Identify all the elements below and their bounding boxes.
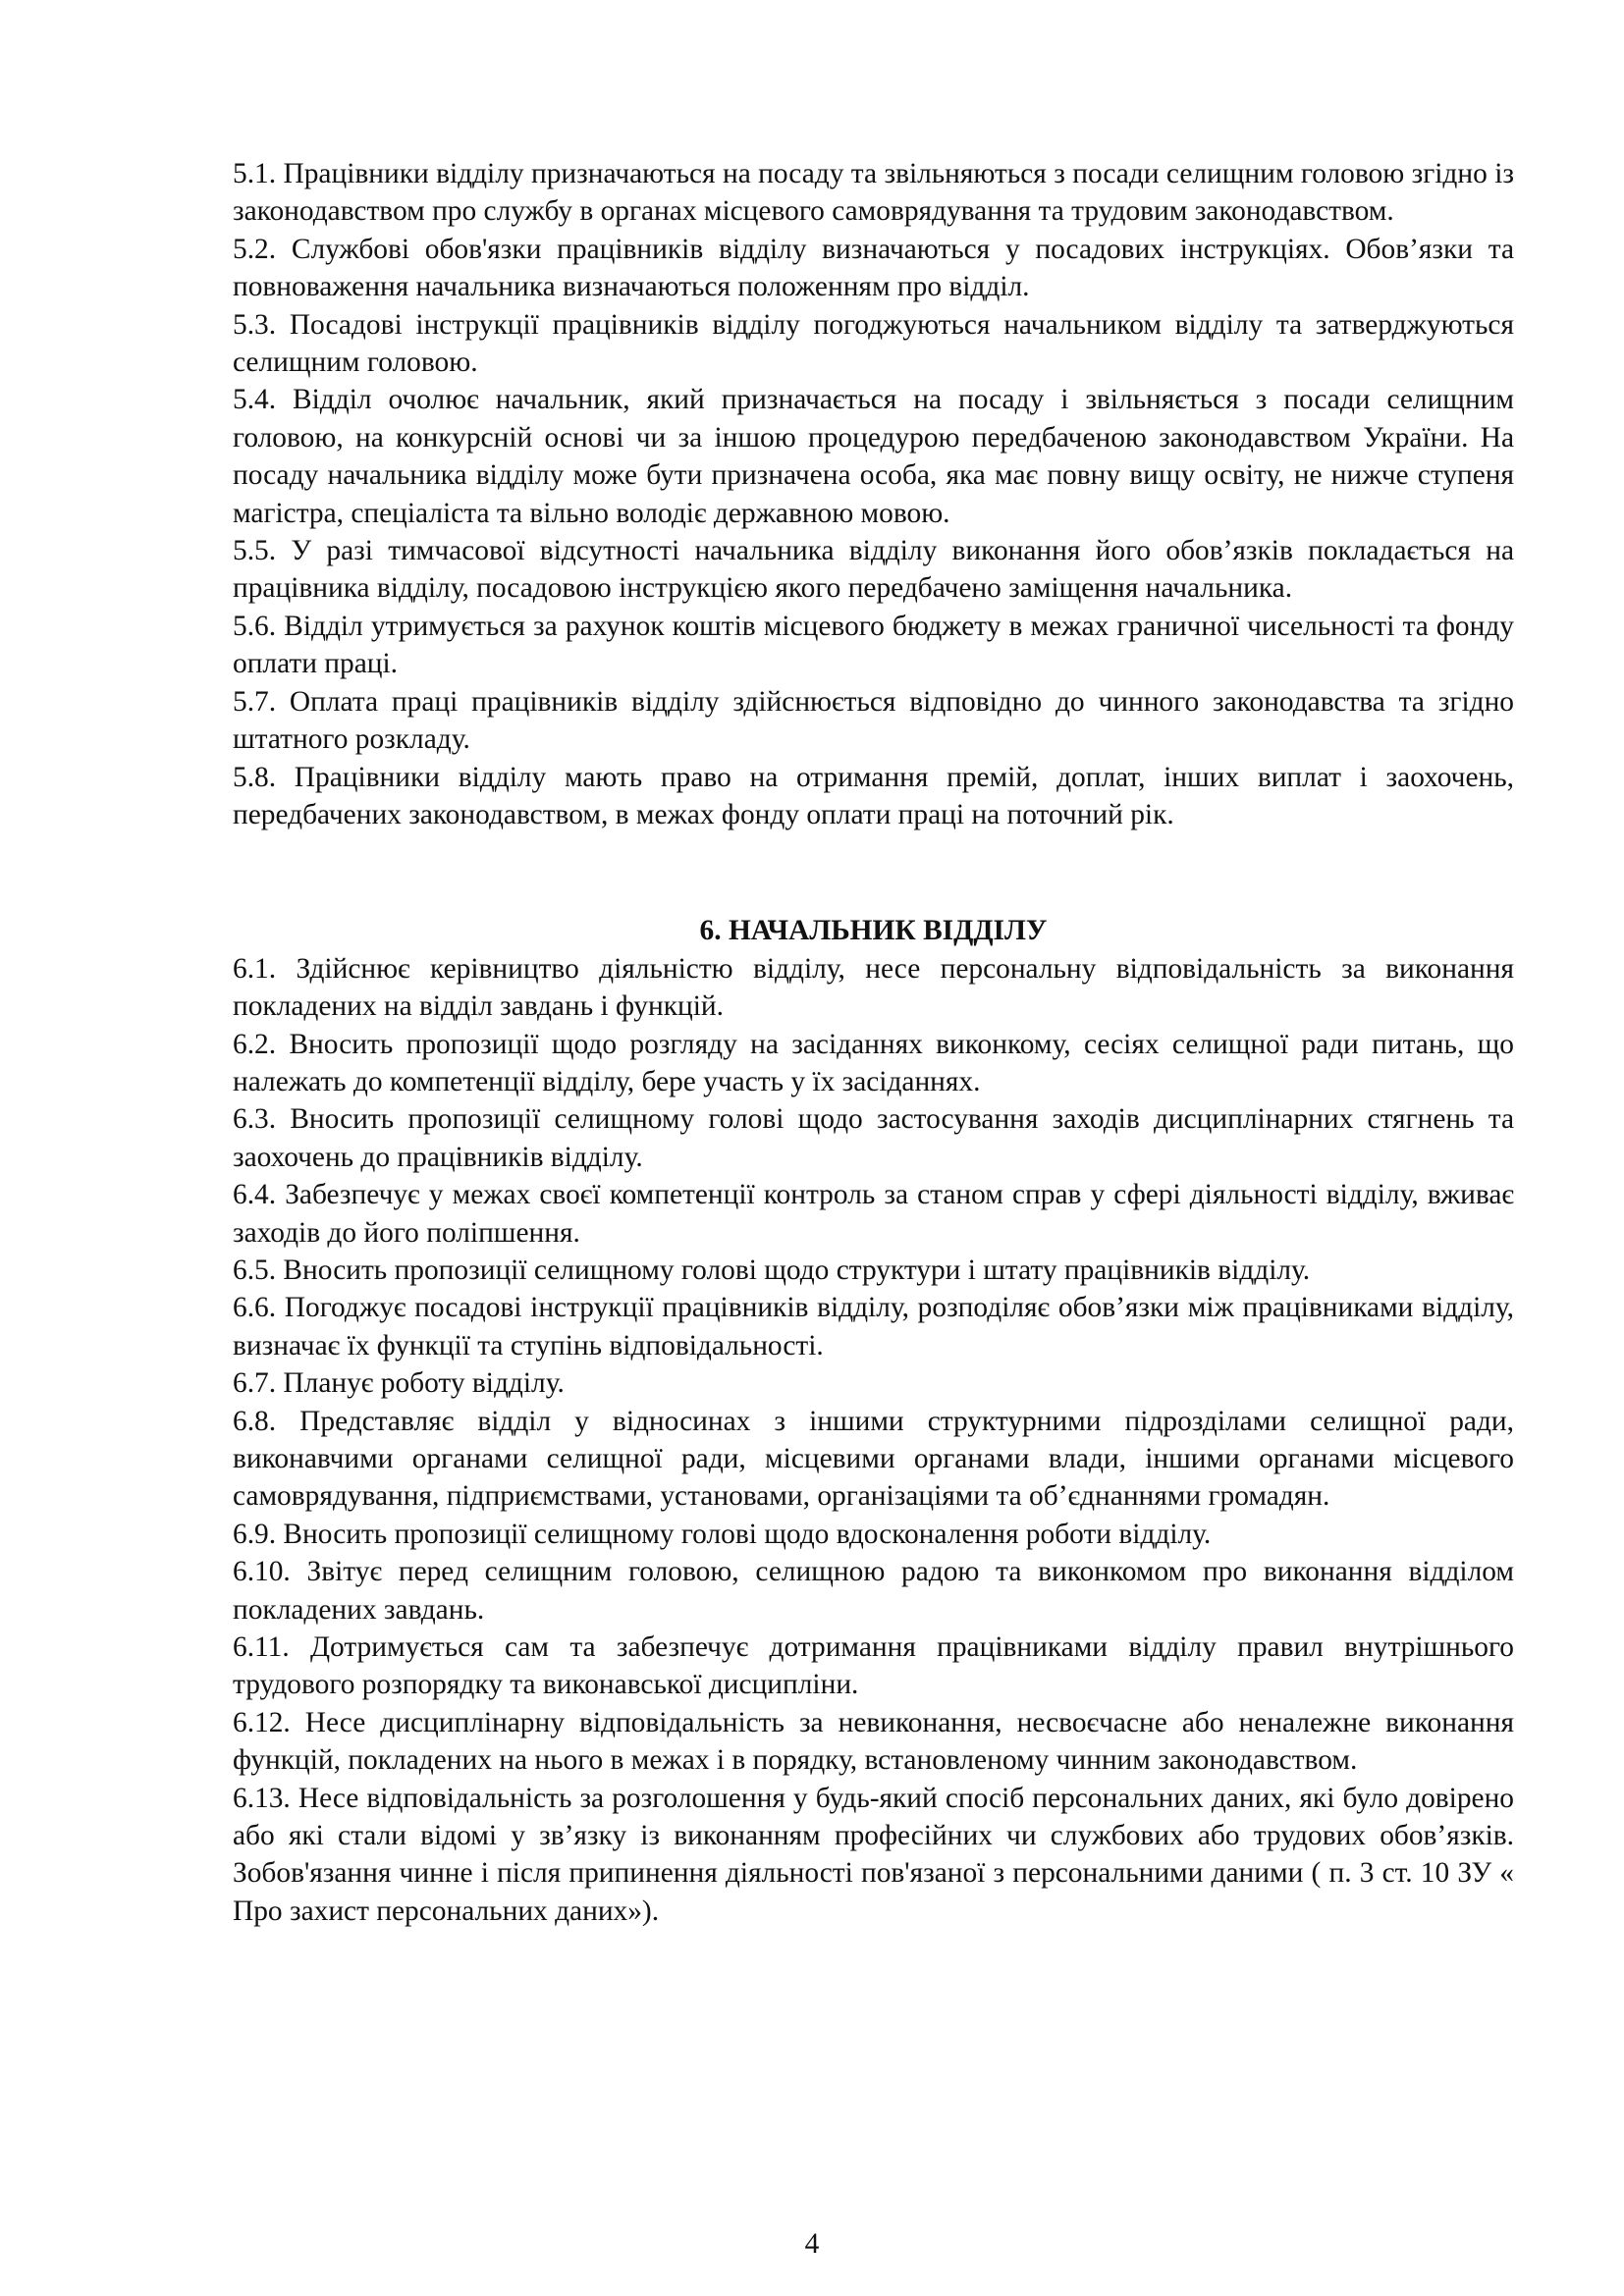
paragraph-5-4: 5.4. Відділ очолює начальник, який призначається на посаду і звільняється з посади селищним головою, на конкурсній основі чи за іншою процедурою передбаченою законодавством України. На посаду начальника відділу може бути призначена особа, яка має повну вищу освіту, не нижче ступеня магістра, спеціаліста та вільно володіє державною мовою.	[233, 384, 1514, 529]
paragraph-6-3: 6.3. Вносить пропозиції селищному голові щодо застосування заходів дисциплінарних стягнень та заохочень до працівників відділу.	[233, 1103, 1514, 1173]
paragraph-6-13: 6.13. Несе відповідальність за розголошення у будь-який спосіб персональних даних, які було довірено або які стали відомі у зв’язку із виконанням професійних чи службових або трудових обов’язків. Зобов'язання чинне і після припинення діяльності пов'язаної з персональними даними ( п. 3 ст. 10 ЗУ « Про захист персональних даних»).	[233, 1782, 1514, 1927]
paragraph-5-8: 5.8. Працівники відділу мають право на отримання премій, доплат, інших виплат і заохочень, передбачених законодавством, в межах фонду оплати праці на поточний рік.	[233, 761, 1514, 830]
paragraph-6-6: 6.6. Погоджує посадові інструкції працівників відділу, розподіляє обов’язки між працівниками відділу, визначає їх функції та ступінь відповідальності.	[233, 1292, 1514, 1362]
paragraph-5-3: 5.3. Посадові інструкції працівників відділу погоджуються начальником відділу та затверджуються селищним головою.	[233, 308, 1514, 379]
paragraph-5-2: 5.2. Службові обов'язки працівників відділу визначаються у посадових інструкціях. Обов’язки та повноваження начальника визначаються положенням про відділ.	[233, 233, 1514, 303]
paragraph-5-5: 5.5. У разі тимчасової відсутності начальника відділу виконання його обов’язків покладається на працівника відділу, посадовою інструкцією якого передбачено заміщення начальника.	[233, 535, 1514, 605]
section-spacer	[233, 833, 1514, 912]
paragraph-6-1: 6.1. Здійснює керівництво діяльністю відділу, несе персональну відповідальність за виконання покладених на відділ завдань і функцій.	[233, 952, 1514, 1023]
paragraph-6-8: 6.8. Представляє відділ у відносинах з іншими структурними підрозділами селищної ради, виконавчими органами селищної ради, місцевими органами влади, іншими органами місцевого самоврядування, підприємствами, установами, організаціями та об’єднаннями громадян.	[233, 1405, 1514, 1513]
paragraph-6-10: 6.10. Звітує перед селищним головою, селищною радою та виконкомом про виконання відділом покладених завдань.	[233, 1556, 1514, 1626]
paragraph-6-11: 6.11. Дотримується сам та забезпечує дотримання працівниками відділу правил внутрішнього трудового розпорядку та виконавської дисципліни.	[233, 1631, 1514, 1701]
paragraph-6-5: 6.5. Вносить пропозиції селищному голові щодо структури і штату працівників відділу.	[233, 1254, 1311, 1286]
section-6-heading: 6. НАЧАЛЬНИК ВІДДІЛУ	[699, 915, 1048, 947]
section-5	[233, 155, 1514, 833]
paragraph-6-2: 6.2. Вносить пропозиції щодо розгляду на засіданнях виконкому, сесіях селищної ради питань, що належать до компетенції відділу, бере участь у їх засіданнях.	[233, 1028, 1514, 1097]
paragraph-6-4: 6.4. Забезпечує у межах своєї компетенції контроль за станом справ у сфері діяльності відділу, вживає заходів до його поліпшення.	[233, 1179, 1514, 1249]
paragraph-5-6: 5.6. Відділ утримується за рахунок коштів місцевого бюджету в межах граничної чисельності та фонду оплати праці.	[233, 610, 1514, 680]
paragraph-6-12: 6.12. Несе дисциплінарну відповідальність за невиконання, несвоєчасне або неналежне виконання функцій, покладених на нього в межах і в порядку, встановленому чинним законодавством.	[233, 1706, 1514, 1777]
paragraph-6-9: 6.9. Вносить пропозиції селищному голові щодо вдосконалення роботи відділу.	[233, 1518, 1212, 1550]
paragraph-5-7: 5.7. Оплата праці працівників відділу здійснюється відповідно до чинного законодавства та згідно штатного розкладу.	[233, 685, 1514, 756]
paragraph-5-1: 5.1. Працівники відділу призначаються на посаду та звільняються з посади селищним головою згідно із законодавством про службу в органах місцевого самоврядування та трудовим законодавством.	[233, 158, 1514, 228]
paragraph-6-7: 6.7. Планує роботу відділу.	[233, 1367, 565, 1400]
page-number: 4	[804, 2228, 820, 2260]
section-6	[233, 912, 1514, 1930]
document-page	[233, 155, 1514, 1930]
